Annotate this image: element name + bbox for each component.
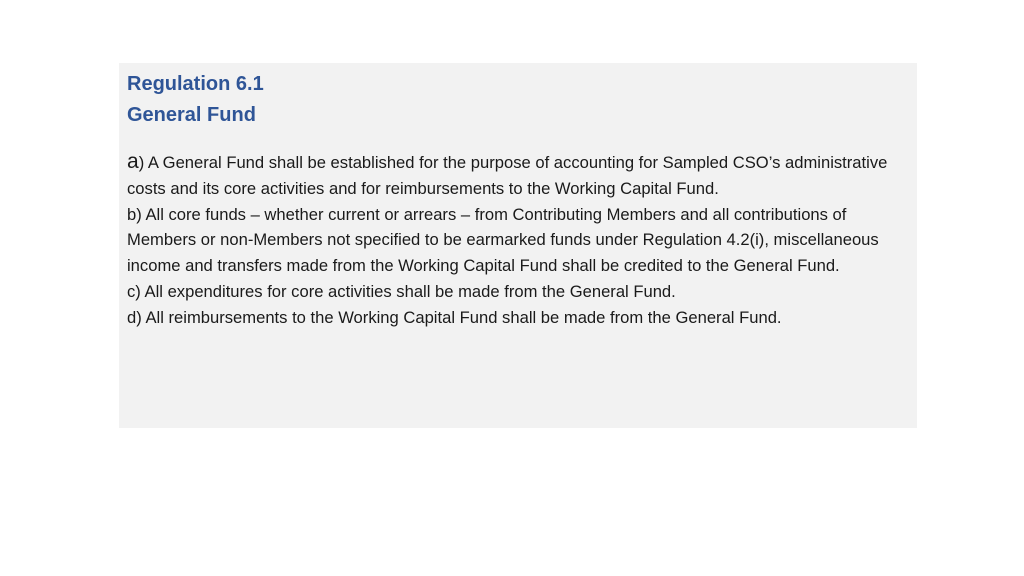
paragraph-c: c) All expenditures for core activities shall be made from the General Fund. [127, 281, 676, 301]
regulation-body [127, 149, 909, 331]
paragraph-d: d) All reimbursements to the Working Capital Fund shall be made from the General Fund. [127, 307, 782, 327]
paragraph-a-text: ) A General Fund shall be established for the purpose of accounting for Sampled CSO’s administrative costs and its core activities and for reimbursements to the Working Capital Fund. [127, 153, 888, 198]
paragraph-a [127, 149, 909, 202]
regulation-title: Regulation 6.1 [127, 73, 264, 95]
fund-title: General Fund [127, 104, 256, 126]
paragraph-a-marker: a [127, 150, 139, 173]
content-panel [119, 63, 917, 428]
paragraph-b: b) All core funds – whether current or arrears – from Contributing Members and all contributions of Members or non-Members not specified to be earmarked funds under Regulation 4.2(i), miscellaneous income and transfers made from the Working Capital Fund shall be credited to the General Fund. [127, 204, 879, 276]
